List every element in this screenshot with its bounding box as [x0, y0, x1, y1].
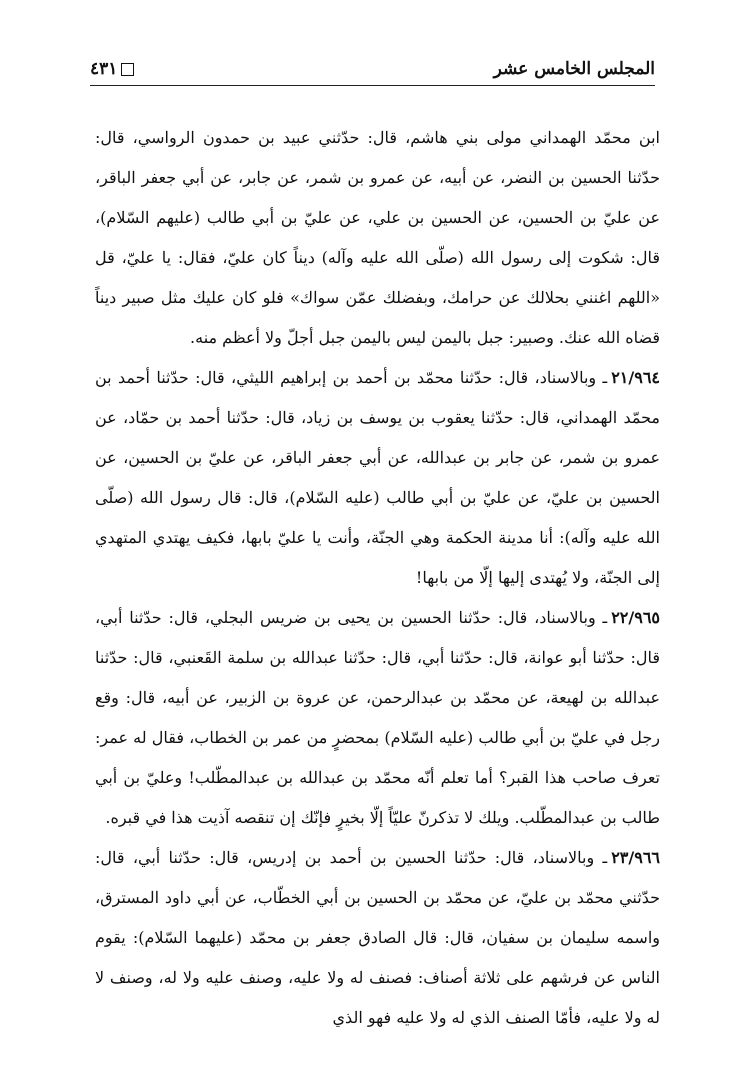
paragraph-text: ابن محمّد الهمداني مولى بني هاشم، قال: حدّثني عبيد بن حمدون الرواسي، قال: حدّثنا الحسين بن النضر، عن أبيه، عن عمرو بن شمر، عن جابر، عن أبي جعفر الباقر، عن عليّ بن الحسين، عن الحسين بن علي، عن عليّ بن أبي طالب (عليهم السّلام)، قال: شكوت إلى رسول الله (صلّى الله عليه وآله) ديناً كان عليّ، فقال: يا عليّ، قل «اللهم اغنني بحلالك عن حرامك، وبفضلك عمّن سواك» فلو كان عليك مثل صبير ديناً قضاه الله عنك. وصبير: جبل باليمن ليس باليمن جبل أجلّ ولا أعظم منه. — [95, 128, 660, 347]
page-number: ٤٣١ — [90, 59, 118, 79]
paragraph — [95, 118, 660, 358]
hadith-paragraph — [95, 358, 660, 598]
running-header — [90, 55, 655, 86]
page-number-group — [90, 59, 134, 79]
hadith-number: ٢٣/٩٦٦ — [611, 848, 660, 867]
hadith-paragraph — [95, 598, 660, 838]
paragraph-text: ـ وبالاسناد، قال: حدّثنا محمّد بن أحمد بن إبراهيم الليثي، قال: حدّثنا أحمد بن محمّد الهمداني، قال: حدّثنا يعقوب بن يوسف بن زياد، قال: حدّثنا أحمد بن حمّاد، عن عمرو بن شمر، عن جابر بن عبدالله، عن أبي جعفر الباقر، عن عليّ بن الحسين، عن الحسين بن عليّ، عن عليّ بن أبي طالب (عليه السّلام)، قال: قال رسول الله (صلّى الله عليه وآله): أنا مدينة الحكمة وهي الجنّة، وأنت يا عليّ بابها، فكيف يهتدي المتهدي إلى الجنّة، ولا يُهتدى إليها إلّا من بابها! — [95, 368, 661, 587]
hadith-number: ٢١/٩٦٤ — [611, 368, 661, 387]
square-ornament-icon — [121, 63, 134, 76]
paragraph-text: ـ وبالاسناد، قال: حدّثنا الحسين بن يحيى بن ضريس البجلي، قال: حدّثنا أبي، قال: حدّثنا أبو عوانة، قال: حدّثنا أبي، قال: حدّثنا عبدالله بن سلمة القَعنبي، قال: حدّثنا عبدالله بن لهيعة، عن محمّد بن عبدالرحمن، عن عروة بن الزبير، عن أبيه، قال: وقع رجل في عليّ بن أبي طالب (عليه السّلام) بمحضرٍ من عمر بن الخطاب، فقال له عمر: تعرف صاحب هذا القبر؟ أما تعلم أنّه محمّد بن عبدالله بن عبدالمطّلب! وعليّ بن أبي طالب بن عبدالمطّلب. ويلك لا تذكرنّ عليّاً إلّا بخيرٍ فإنّك إن تنقصه آذيت هذا في قبره. — [95, 608, 661, 827]
body-text — [95, 118, 660, 1038]
hadith-number: ٢٢/٩٦٥ — [611, 608, 660, 627]
paragraph-text: ـ وبالاسناد، قال: حدّثنا الحسين بن أحمد بن إدريس، قال: حدّثنا أبي، قال: حدّثني محمّد بن عليّ، عن محمّد بن الحسين بن أبي الخطّاب، عن أبي داود المسترق، واسمه سليمان بن سفيان، قال: قال الصادق جعفر بن محمّد (عليهما السّلام): يقوم الناس عن فرشهم على ثلاثة أصناف: فصنف له ولا عليه، وصنف عليه ولا له، وصنف لا له ولا عليه، فأمّا الصنف الذي له ولا عليه فهو الذي — [95, 848, 660, 1027]
chapter-title: المجلس الخامس عشر — [493, 59, 655, 79]
hadith-paragraph — [95, 838, 660, 1038]
